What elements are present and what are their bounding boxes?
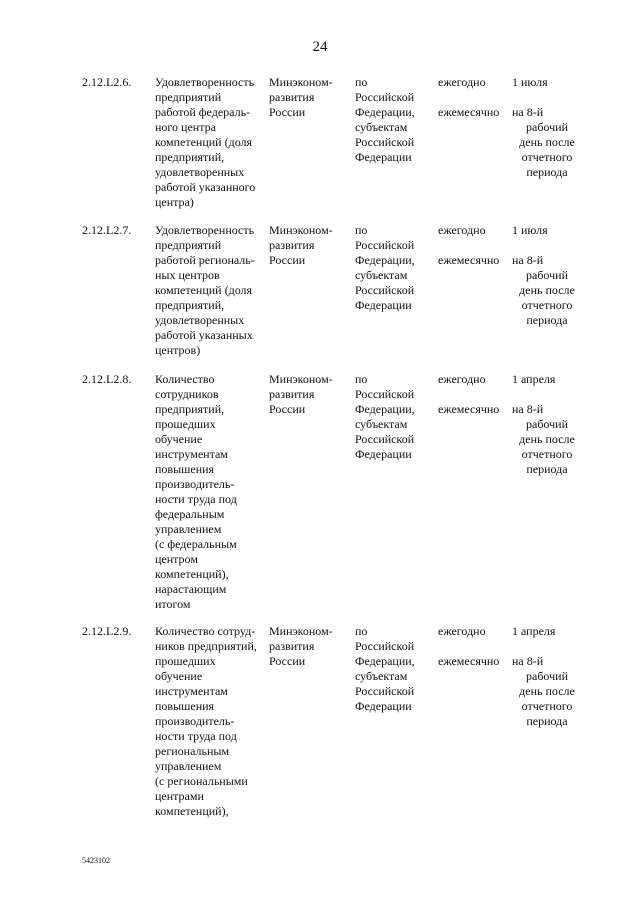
deadline-monthly-line: рабочий bbox=[526, 669, 568, 683]
text-line: прошедших bbox=[155, 654, 216, 668]
text-line: развития bbox=[269, 90, 315, 104]
deadline-monthly-line: отчетного bbox=[521, 298, 573, 312]
frequency-annual: ежегодно bbox=[438, 223, 486, 237]
text-line: (с федеральным bbox=[155, 537, 237, 551]
text-line: управлением bbox=[155, 522, 222, 536]
text-line: Удовлетворенность bbox=[155, 75, 255, 89]
deadline-monthly-line: периода bbox=[526, 462, 568, 476]
reporting-scope bbox=[355, 624, 415, 714]
deadline-monthly-line: на 8-й bbox=[512, 105, 544, 119]
text-line: предприятий, bbox=[155, 402, 225, 416]
text-line: Российской bbox=[355, 684, 415, 698]
reporting-frequency bbox=[438, 223, 499, 268]
responsible-agency bbox=[269, 75, 333, 120]
responsible-agency bbox=[269, 223, 333, 268]
text-line: по bbox=[355, 75, 368, 89]
indicator-code: 2.12.L2.7. bbox=[82, 223, 132, 237]
text-line: компетенций), bbox=[155, 804, 229, 818]
text-line: Минэконом- bbox=[269, 223, 333, 237]
text-line: инструментам bbox=[155, 447, 228, 461]
text-line: по bbox=[355, 223, 368, 237]
text-line: нарастающим bbox=[155, 582, 227, 596]
reporting-frequency bbox=[438, 75, 499, 120]
text-line: развития bbox=[269, 639, 315, 653]
reporting-deadline bbox=[512, 75, 582, 180]
frequency-annual: ежегодно bbox=[438, 624, 486, 638]
deadline-monthly-line: на 8-й bbox=[512, 654, 544, 668]
text-line: субъектам bbox=[355, 417, 408, 431]
text-line: работой указанного bbox=[155, 180, 256, 194]
text-line: предприятий, bbox=[155, 298, 225, 312]
responsible-agency bbox=[269, 372, 333, 417]
indicator-name bbox=[155, 372, 237, 612]
text-line: предприятий bbox=[155, 90, 222, 104]
text-line: центра) bbox=[155, 195, 194, 209]
text-line: сотрудников bbox=[155, 387, 219, 401]
deadline-monthly-line: отчетного bbox=[521, 447, 573, 461]
text-line: по bbox=[355, 372, 368, 386]
deadline-annual: 1 апреля bbox=[512, 624, 556, 638]
deadline-monthly-line: день после bbox=[519, 283, 575, 297]
frequency-annual: ежегодно bbox=[438, 372, 486, 386]
text-line: центров) bbox=[155, 343, 201, 357]
text-line: федеральным bbox=[155, 507, 225, 521]
reporting-scope bbox=[355, 223, 415, 313]
text-line: работой региональ- bbox=[155, 253, 255, 267]
text-line: работой указанных bbox=[155, 328, 253, 342]
deadline-monthly-line: день после bbox=[519, 432, 575, 446]
text-line: по bbox=[355, 624, 368, 638]
indicator-code: 2.12.L2.6. bbox=[82, 75, 132, 89]
text-line: Федерации bbox=[355, 699, 412, 713]
text-line: Количество bbox=[155, 372, 215, 386]
deadline-monthly-line: день после bbox=[519, 684, 575, 698]
text-line: субъектам bbox=[355, 120, 408, 134]
frequency-monthly: ежемесячно bbox=[438, 654, 500, 668]
deadline-monthly-line: рабочий bbox=[526, 120, 568, 134]
text-line: обучение bbox=[155, 432, 203, 446]
text-line: Федерации bbox=[355, 447, 412, 461]
text-line: Минэконом- bbox=[269, 75, 333, 89]
text-line: Российской bbox=[355, 135, 415, 149]
text-line: удовлетворенных bbox=[155, 165, 245, 179]
text-line: Российской bbox=[355, 432, 415, 446]
text-line: итогом bbox=[155, 597, 191, 611]
text-line: Российской bbox=[355, 283, 415, 297]
text-line: Удовлетворенность bbox=[155, 223, 255, 237]
text-line: Российской bbox=[355, 639, 415, 653]
text-line: обучение bbox=[155, 669, 203, 683]
frequency-monthly: ежемесячно bbox=[438, 402, 500, 416]
text-line: Российской bbox=[355, 387, 415, 401]
text-line: ности труда под bbox=[155, 492, 237, 506]
text-line: Российской bbox=[355, 238, 415, 252]
text-line: Количество сотруд- bbox=[155, 624, 256, 638]
text-line: субъектам bbox=[355, 669, 408, 683]
text-line: развития bbox=[269, 387, 315, 401]
text-line: повышения bbox=[155, 462, 215, 476]
text-line: предприятий bbox=[155, 238, 222, 252]
responsible-agency bbox=[269, 624, 333, 669]
text-line: развития bbox=[269, 238, 315, 252]
text-line: региональным bbox=[155, 744, 230, 758]
reporting-frequency bbox=[438, 372, 499, 417]
text-line: Федерации, bbox=[355, 105, 415, 119]
text-line: ных центров bbox=[155, 268, 220, 282]
deadline-monthly-line: на 8-й bbox=[512, 402, 544, 416]
text-line: управлением bbox=[155, 759, 222, 773]
indicator-name bbox=[155, 624, 257, 819]
deadline-monthly-line: периода bbox=[526, 313, 568, 327]
text-line: Российской bbox=[355, 90, 415, 104]
text-line: России bbox=[269, 253, 306, 267]
text-line: Федерации, bbox=[355, 654, 415, 668]
deadline-monthly-line: рабочий bbox=[526, 417, 568, 431]
deadline-monthly-line: отчетного bbox=[521, 150, 573, 164]
indicator-name bbox=[155, 75, 255, 210]
page-number: 24 bbox=[312, 39, 328, 55]
frequency-monthly: ежемесячно bbox=[438, 253, 500, 267]
text-line: Федерации, bbox=[355, 253, 415, 267]
text-line: прошедших bbox=[155, 417, 216, 431]
text-line: компетенций (доля bbox=[155, 135, 253, 149]
deadline-monthly-line: отчетного bbox=[521, 699, 573, 713]
deadline-monthly-line: периода bbox=[526, 165, 568, 179]
reporting-frequency bbox=[438, 624, 499, 669]
text-line: компетенций), bbox=[155, 567, 229, 581]
text-line: компетенций (доля bbox=[155, 283, 253, 297]
deadline-annual: 1 июля bbox=[512, 75, 548, 89]
reporting-deadline bbox=[512, 223, 582, 328]
text-line: Федерации, bbox=[355, 402, 415, 416]
text-line: субъектам bbox=[355, 268, 408, 282]
text-line: ности труда под bbox=[155, 729, 237, 743]
text-line: ного центра bbox=[155, 120, 216, 134]
text-line: производитель- bbox=[155, 477, 235, 491]
deadline-annual: 1 июля bbox=[512, 223, 548, 237]
deadline-monthly-line: день после bbox=[519, 135, 575, 149]
text-line: инструментам bbox=[155, 684, 228, 698]
text-line: производитель- bbox=[155, 714, 235, 728]
text-line: Минэконом- bbox=[269, 624, 333, 638]
reporting-scope bbox=[355, 372, 415, 462]
text-line: центрами bbox=[155, 789, 204, 803]
text-line: повышения bbox=[155, 699, 215, 713]
text-line: России bbox=[269, 654, 306, 668]
deadline-monthly-line: периода bbox=[526, 714, 568, 728]
reporting-deadline bbox=[512, 624, 582, 729]
indicator-code: 2.12.L2.9. bbox=[82, 624, 132, 638]
text-line: предприятий, bbox=[155, 150, 225, 164]
text-line: центром bbox=[155, 552, 198, 566]
text-line: Федерации bbox=[355, 150, 412, 164]
indicator-code: 2.12.L2.8. bbox=[82, 372, 132, 386]
deadline-monthly-line: рабочий bbox=[526, 268, 568, 282]
text-line: работой федераль- bbox=[155, 105, 251, 119]
frequency-monthly: ежемесячно bbox=[438, 105, 500, 119]
text-line: ников предприятий, bbox=[155, 639, 257, 653]
reporting-deadline bbox=[512, 372, 582, 477]
deadline-annual: 1 апреля bbox=[512, 372, 556, 386]
text-line: Федерации bbox=[355, 298, 412, 312]
text-line: (с региональными bbox=[155, 774, 248, 788]
text-line: России bbox=[269, 105, 306, 119]
text-line: России bbox=[269, 402, 306, 416]
reporting-scope bbox=[355, 75, 415, 165]
indicator-name bbox=[155, 223, 255, 358]
text-line: Минэконом- bbox=[269, 372, 333, 386]
frequency-annual: ежегодно bbox=[438, 75, 486, 89]
document-code: 5423102 bbox=[82, 856, 110, 865]
text-line: удовлетворенных bbox=[155, 313, 245, 327]
deadline-monthly-line: на 8-й bbox=[512, 253, 544, 267]
